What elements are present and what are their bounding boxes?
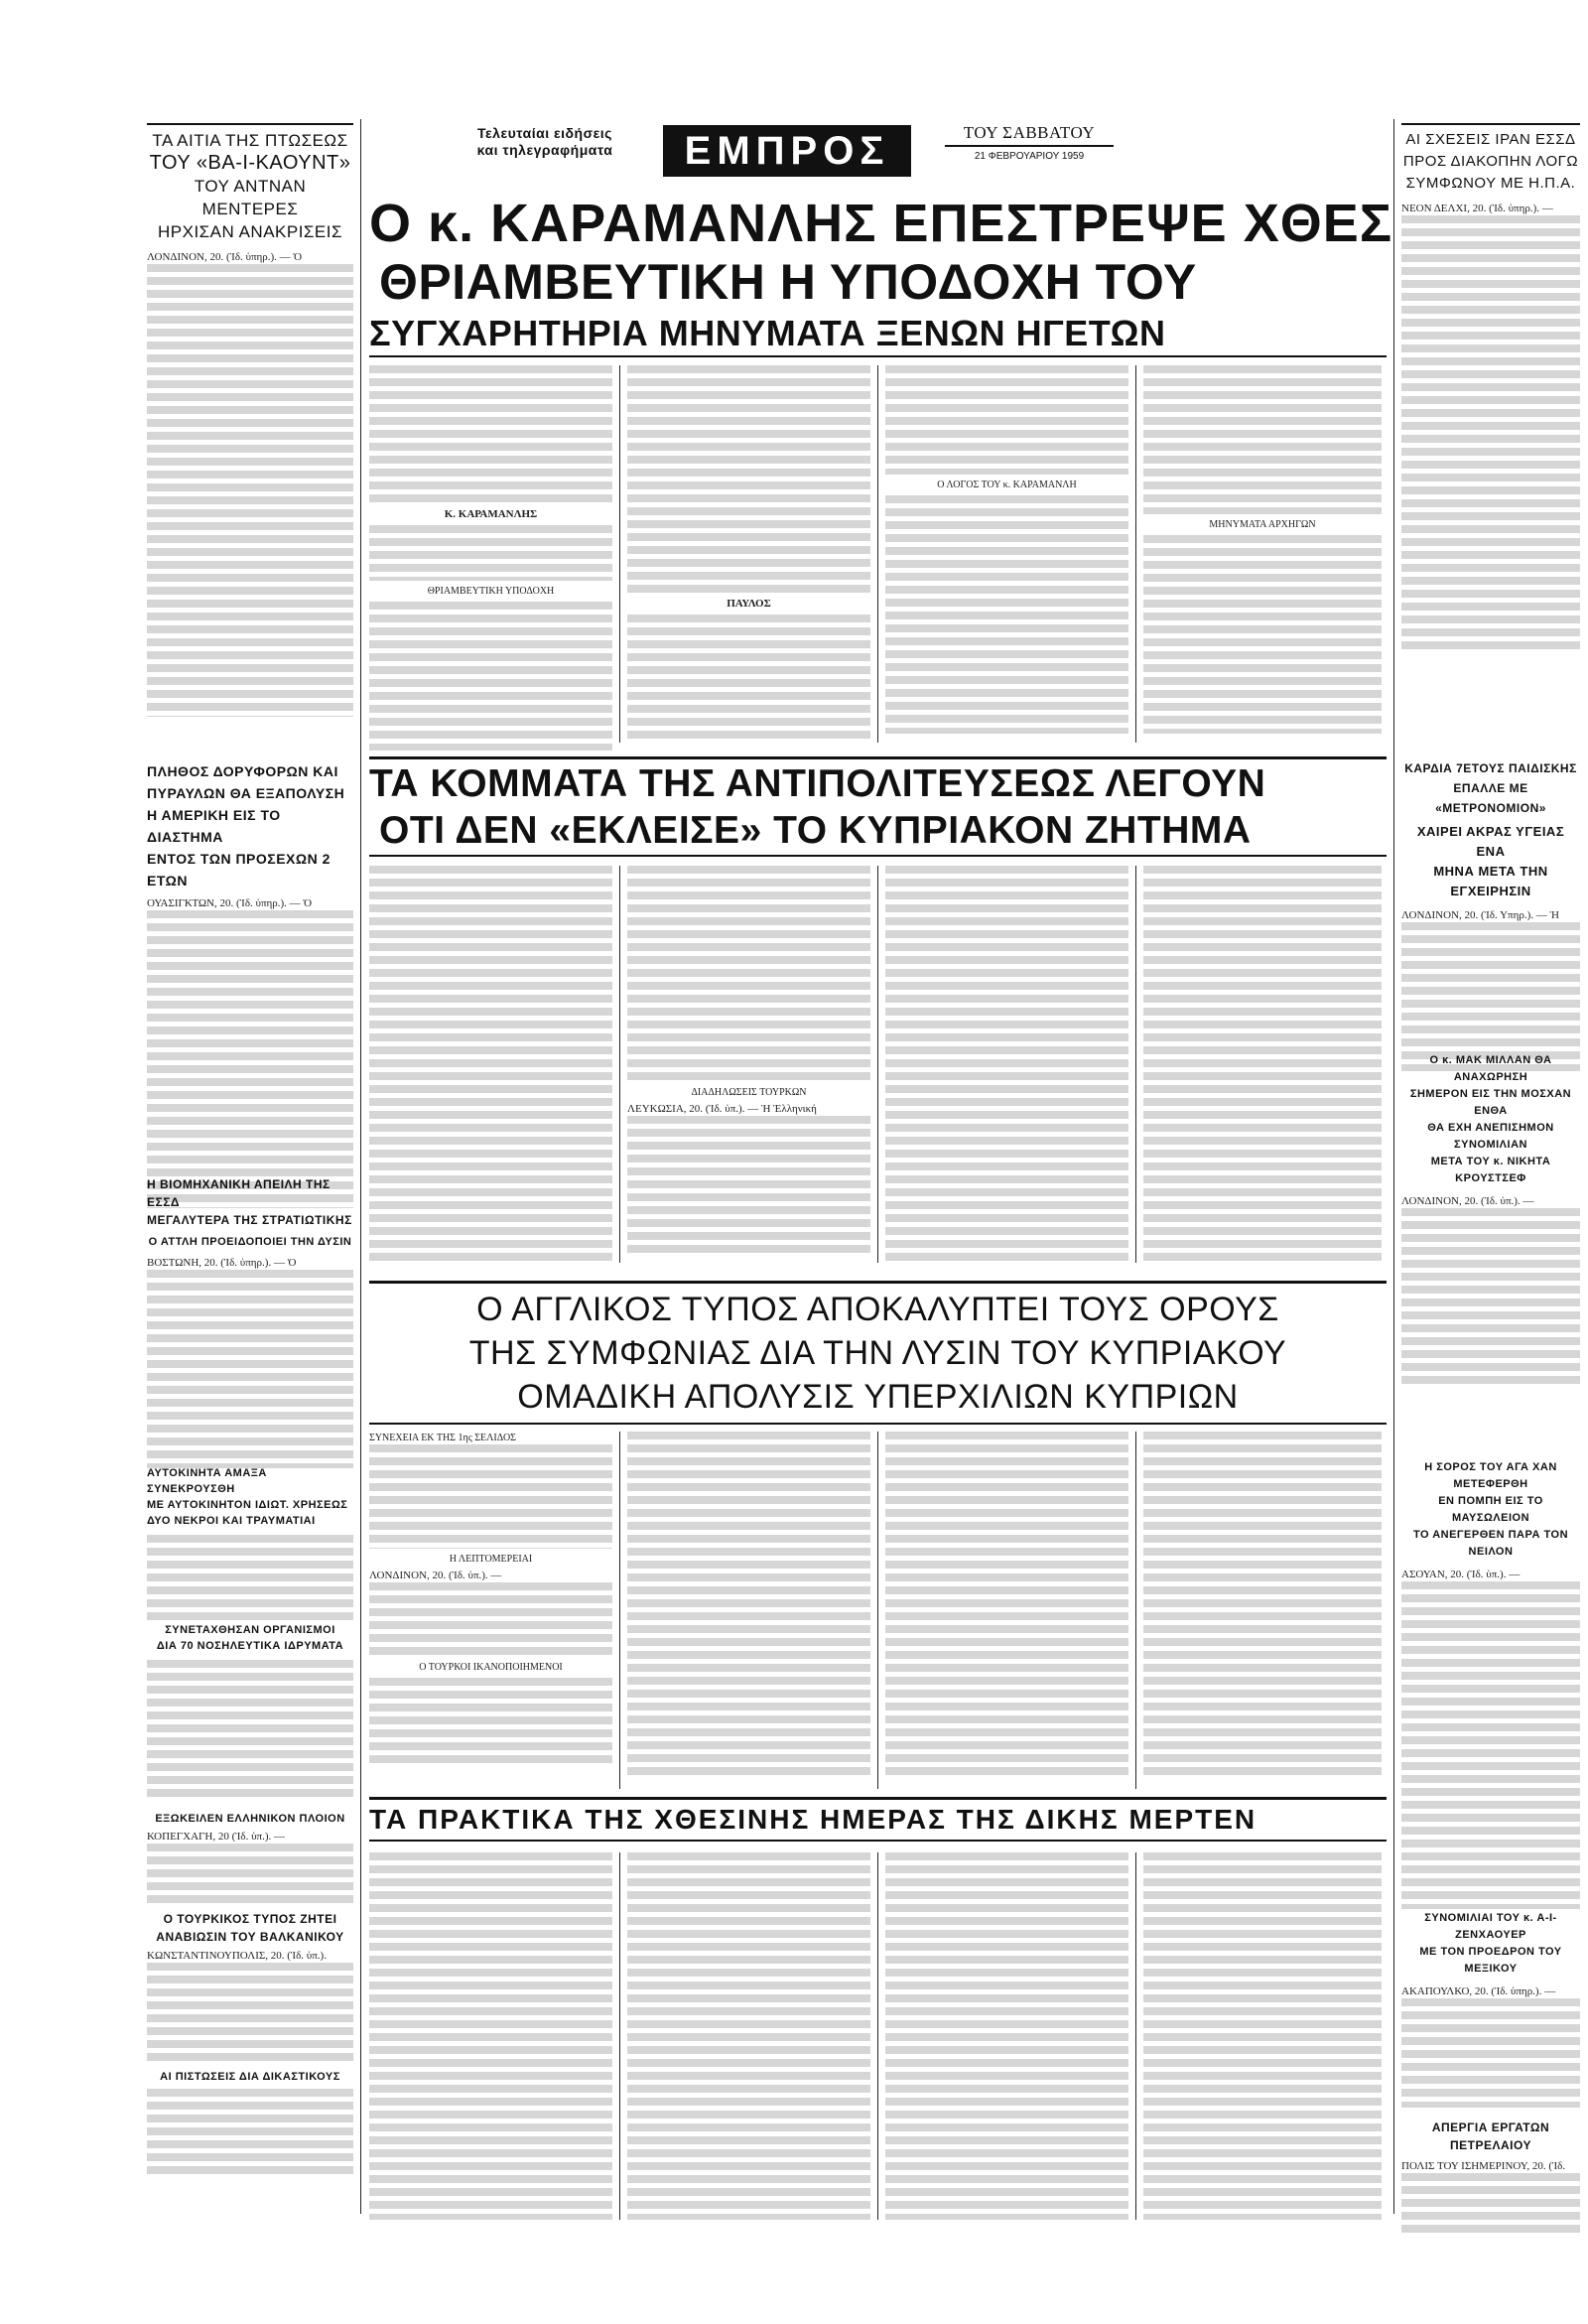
lead-column-2 bbox=[627, 365, 870, 744]
masthead-tagline bbox=[470, 125, 619, 159]
headline-line: ΧΑΙΡΕΙ ΑΚΡΑΣ ΥΓΕΙΑΣ ΕΝΑ bbox=[1416, 824, 1565, 859]
headline-line: ΔΥΟ ΝΕΚΡΟΙ ΚΑΙ ΤΡΑΥΜΑΤΙΑΙ bbox=[147, 1515, 316, 1527]
masthead-edition-label: ΤΟΥ ΣΑΒΒΑΤΟΥ bbox=[945, 123, 1114, 147]
right-story-4 bbox=[1401, 1459, 1580, 1909]
text-block bbox=[885, 495, 1128, 734]
text-block bbox=[147, 910, 353, 1208]
text-block bbox=[1143, 1432, 1382, 1779]
headline-line: ΤΟΥ ΑΝΤΝΑΝ ΜΕΝΤΕΡΕΣ bbox=[194, 177, 307, 218]
column-rule bbox=[1135, 866, 1136, 1263]
headline-line: ΣΥΝΕΤΑΧΘΗΣΑΝ ΟΡΓΑΝΙΣΜΟΙ bbox=[165, 1624, 335, 1636]
left-story-1-headline bbox=[147, 123, 353, 243]
dateline: ΝΕΟΝ ΔΕΛΧΙ, 20. (Ἰδ. ὑπηρ.). — bbox=[1401, 203, 1553, 214]
headline-line: ΤΟ ΑΝΕΓΕΡΘΕΝ ΠΑΡΑ ΤΟΝ ΝΕΙΛΟΝ bbox=[1412, 1529, 1569, 1558]
headline-line: ΠΥΡΑΥΛΩΝ ΘΑ ΕΞΑΠΟΛΥΣΗ bbox=[147, 785, 345, 801]
headline-line: ΜΕΤΑ ΤΟΥ κ. ΝΙΚΗΤΑ ΚΡΟΥΣΤΣΕΦ bbox=[1430, 1156, 1551, 1184]
lead-column-4 bbox=[1143, 365, 1382, 734]
dateline: ΠΟΛΙΣ ΤΟΥ ΙΣΗΜΕΡΙΝΟΥ, 20. (Ἰδ. bbox=[1401, 2160, 1566, 2172]
british-column-1 bbox=[369, 1432, 612, 1767]
dateline: ΚΩΝΣΤΑΝΤΙΝΟΥΠΟΛΙΣ, 20. (Ἰδ. ὑπ.). bbox=[147, 1950, 327, 1962]
right-story-4-body bbox=[1401, 1569, 1580, 1909]
left-story-7-body bbox=[147, 1950, 353, 2062]
left-story-2-headline bbox=[147, 760, 353, 891]
left-story-1-body bbox=[147, 251, 353, 717]
british-press-story bbox=[369, 1281, 1387, 1837]
left-story-5-headline bbox=[147, 1622, 353, 1654]
text-block bbox=[147, 1963, 353, 2062]
headline-line: Ο κ. ΜΑΚ ΜΙΛΛΑΝ ΘΑ ΑΝΑΧΩΡΗΣΗ bbox=[1429, 1054, 1552, 1083]
column-rule bbox=[877, 866, 878, 1263]
dateline: ΛΟΝΔΙΝΟΝ, 20. (Ἰδ. Υπηρ.). — Ἡ bbox=[1401, 909, 1559, 921]
masthead-tagline-line2: και τηλεγραφήματα bbox=[476, 142, 613, 158]
left-story-6-body bbox=[147, 1831, 353, 1903]
masthead-tagline-line1: Τελευταίαι ειδήσεις bbox=[477, 125, 612, 141]
opposition-column-3 bbox=[885, 866, 1128, 1263]
headline-line: ΑΥΤΟΚΙΝΗΤΑ ΑΜΑΞΑ ΣΥΝΕΚΡΟΥΣΘΗ bbox=[147, 1467, 267, 1495]
masthead bbox=[369, 121, 1382, 183]
lead-story bbox=[369, 194, 1393, 751]
headline-line: ΣΥΜΦΩΝΟΥ ΜΕ Η.Π.Α. bbox=[1405, 175, 1576, 192]
merten-headline: ΤΑ ΠΡΑΚΤΙΚΑ ΤΗΣ ΧΘΕΣΙΝΗΣ ΗΜΕΡΑΣ ΤΗΣ ΔΙΚΗΣ ΜΕΡΤΕΝ bbox=[369, 1797, 1387, 1842]
headline-line: Η ΣΟΡΟΣ ΤΟΥ ΑΓΑ ΧΑΝ ΜΕΤΕΦΕΡΘΗ bbox=[1424, 1461, 1557, 1490]
british-headline-3: ΟΜΑΔΙΚΗ ΑΠΟΛΥΣΙΣ ΥΠΕΡΧΙΛΙΩΝ ΚΥΠΡΙΩΝ bbox=[369, 1375, 1387, 1425]
text-block bbox=[1401, 1998, 1580, 2108]
text-block bbox=[627, 1116, 870, 1255]
lead-column-3 bbox=[885, 365, 1128, 734]
text-block bbox=[1143, 535, 1382, 734]
headline-line: ΜΕ ΑΥΤΟΚΙΝΗΤΟΝ ΙΔΙΩΤ. ΧΡΗΣΕΩΣ bbox=[147, 1499, 348, 1511]
left-story-4 bbox=[147, 1465, 353, 1624]
merten-column-1 bbox=[369, 1852, 612, 2220]
lead-sub-3: ΘΡΙΑΜΒΕΥΤΙΚΗ ΥΠΟΔΟΧΗ bbox=[427, 586, 555, 597]
lead-signature-1: Κ. ΚΑΡΑΜΑΝΛΗΣ bbox=[444, 508, 538, 520]
column-rule bbox=[877, 1432, 878, 1789]
left-story-8-headline: ΑΙ ΠΙΣΤΩΣΕΙΣ ΔΙΑ ΔΙΚΑΣΤΙΚΟΥΣ bbox=[160, 2071, 340, 2083]
right-story-1 bbox=[1401, 123, 1580, 652]
text-block bbox=[369, 602, 612, 751]
text-block bbox=[369, 1444, 612, 1549]
text-block bbox=[885, 1852, 1128, 2220]
right-story-3-headline bbox=[1401, 1052, 1580, 1187]
lead-headline-1: Ο κ. ΚΑΡΑΜΑΝΛΗΣ ΕΠΕΣΤΡΕΨΕ ΧΘΕΣ bbox=[369, 194, 1393, 253]
headline-line: Η ΒΙΟΜΗΧΑΝΙΚΗ ΑΠΕΙΛΗ ΤΗΣ ΕΣΣΔ bbox=[147, 1177, 331, 1209]
left-story-7 bbox=[147, 1910, 353, 2062]
text-block bbox=[885, 365, 1128, 475]
headline-line: ΚΑΡΔΙΑ 7ΕΤΟΥΣ ΠΑΙΔΙΣΚΗΣ bbox=[1404, 761, 1577, 775]
headline-line: ΣΗΜΕΡΟΝ ΕΙΣ ΤΗΝ ΜΟΣΧΑΝ ΕΝΘΑ bbox=[1409, 1088, 1572, 1117]
text-block bbox=[885, 866, 1128, 1263]
column-rule bbox=[619, 365, 620, 743]
british-column-4 bbox=[1143, 1432, 1382, 1779]
text-block bbox=[369, 866, 612, 1263]
lead-column-1 bbox=[369, 365, 612, 751]
headline-line: ΗΡΧΙΣΑΝ ΑΝΑΚΡΙΣΕΙΣ bbox=[157, 222, 343, 241]
left-story-8 bbox=[147, 2069, 353, 2174]
headline-line: ΠΡΟΣ ΔΙΑΚΟΠΗΝ ΛΟΓΩ bbox=[1402, 153, 1579, 170]
right-story-2-body bbox=[1401, 909, 1580, 1071]
headline-line: ΔΙΑ 70 ΝΟΣΗΛΕΥΤΙΚΑ ΙΔΡΥΜΑΤΑ bbox=[156, 1640, 344, 1652]
text-block bbox=[369, 525, 612, 581]
column-rule bbox=[1393, 119, 1394, 2214]
opposition-sub-1: ΔΙΑΔΗΛΩΣΕΙΣ ΤΟΥΡΚΩΝ bbox=[691, 1087, 807, 1098]
british-column-3 bbox=[885, 1432, 1128, 1779]
text-block bbox=[369, 1582, 612, 1657]
lead-signature-2: ΠΑΥΛΟΣ bbox=[727, 598, 771, 610]
right-story-5-body bbox=[1401, 1985, 1580, 2108]
left-story-3-body bbox=[147, 1257, 353, 1468]
opposition-column-1 bbox=[369, 866, 612, 1263]
text-block bbox=[1143, 1852, 1382, 2220]
headline-line: Ο ΤΟΥΡΚΙΚΟΣ ΤΥΠΟΣ ΖΗΤΕΙ bbox=[163, 1912, 337, 1926]
british-headline-2: ΤΗΣ ΣΥΜΦΩΝΙΑΣ ΔΙΑ ΤΗΝ ΛΥΣΙΝ ΤΟΥ ΚΥΠΡΙΑΚΟΥ bbox=[468, 1334, 1287, 1372]
text-block bbox=[369, 1852, 612, 2220]
dateline: ΟΥΑΣΙΓΚΤΩΝ, 20. (Ἰδ. ὑπηρ.). — Ὁ bbox=[147, 897, 313, 909]
column-rule bbox=[360, 119, 361, 2214]
left-story-2-body bbox=[147, 897, 353, 1208]
right-story-1-headline bbox=[1401, 123, 1580, 195]
headline-line: Η ΑΜΕΡΙΚΗ ΕΙΣ ΤΟ ΔΙΑΣΤΗΜΑ bbox=[147, 807, 281, 845]
right-story-5 bbox=[1401, 1910, 1580, 2108]
opposition-column-2 bbox=[627, 866, 870, 1255]
british-headline-1: Ο ΑΓΓΛΙΚΟΣ ΤΥΠΟΣ ΑΠΟΚΑΛΥΠΤΕΙ ΤΟΥΣ ΟΡΟΥΣ bbox=[369, 1281, 1387, 1331]
merten-column-3 bbox=[885, 1852, 1128, 2220]
dateline: ΚΟΠΕΓΧΑΓΗ, 20 (Ἰδ. ὑπ.). — bbox=[147, 1831, 286, 1843]
dateline: ΑΣΟΥΑΝ, 20. (Ἰδ. ὑπ.). — bbox=[1401, 1569, 1521, 1580]
left-story-3-headline bbox=[147, 1175, 353, 1251]
left-story-4-headline bbox=[147, 1465, 353, 1529]
text-block bbox=[627, 866, 870, 1082]
masthead-date: 21 ΦΕΒΡΟΥΑΡΙΟΥ 1959 bbox=[974, 151, 1085, 162]
column-rule bbox=[1135, 1852, 1136, 2220]
masthead-logo-text: ΕΜΠΡΟΣ bbox=[684, 129, 890, 173]
headline-line: ΕΝ ΠΟΜΠΗ ΕΙΣ ΤΟ ΜΑΥΣΩΛΕΙΟΝ bbox=[1438, 1495, 1543, 1524]
merten-trial-story bbox=[369, 1797, 1387, 2234]
text-block bbox=[1401, 1208, 1580, 1387]
text-block bbox=[147, 264, 353, 717]
headline-line: ΑΝΑΒΙΩΣΙΝ ΤΟΥ ΒΑΛΚΑΝΙΚΟΥ bbox=[156, 1930, 344, 1944]
headline-line: ΤΑ ΑΙΤΙΑ ΤΗΣ ΠΤΩΣΕΩΣ bbox=[152, 131, 348, 150]
right-story-2-headline bbox=[1401, 758, 1580, 901]
text-block bbox=[627, 365, 870, 594]
right-story-4-headline bbox=[1401, 1459, 1580, 1561]
headline-line: ΤΟΥ «ΒΑ-Ι-ΚΑΟΥΝΤ» bbox=[149, 152, 351, 174]
lead-sub-2: ΜΗΝΥΜΑΤΑ ΑΡΧΗΓΩΝ bbox=[1209, 519, 1316, 530]
text-block bbox=[627, 1852, 870, 2220]
right-story-3-body bbox=[1401, 1195, 1580, 1387]
merten-column-2 bbox=[627, 1852, 870, 2220]
left-story-5-body bbox=[147, 1660, 353, 1799]
headline-line: ΕΝΤΟΣ ΤΩΝ ΠΡΟΣΕΧΩΝ 2 ΕΤΩΝ bbox=[147, 851, 331, 889]
lead-headline-3: ΣΥΓΧΑΡΗΤΗΡΙΑ ΜΗΝΥΜΑΤΑ ΞΕΝΩΝ ΗΓΕΤΩΝ bbox=[369, 312, 1387, 357]
right-story-6-headline: ΑΠΕΡΓΙΑ ΕΡΓΑΤΩΝ ΠΕΤΡΕΛΑΙΟΥ bbox=[1431, 2120, 1550, 2152]
text-block bbox=[1401, 2173, 1580, 2233]
text-block bbox=[1143, 866, 1382, 1263]
opposition-headline-2: ΟΤΙ ΔΕΝ «ΕΚΛΕΙΣΕ» ΤΟ ΚΥΠΡΙΑΚΟΝ ΖΗΤΗΜΑ bbox=[369, 807, 1387, 857]
text-block bbox=[627, 615, 870, 744]
column-rule bbox=[1135, 365, 1136, 743]
left-story-8-body bbox=[147, 2089, 353, 2174]
right-story-6 bbox=[1401, 2119, 1580, 2233]
left-story-1 bbox=[147, 123, 353, 717]
lead-headline-2: ΘΡΙΑΜΒΕΥΤΙΚΗ Η ΥΠΟΔΟΧΗ ΤΟΥ bbox=[379, 254, 1197, 310]
opposition-story bbox=[369, 756, 1387, 1312]
headline-line: ΜΕΓΑΛΥΤΕΡΑ ΤΗΣ ΣΤΡΑΤΙΩΤΙΚΗΣ bbox=[147, 1213, 352, 1227]
headline-line: ΣΥΝΟΜΙΛΙΑΙ ΤΟΥ κ. Α-Ι-ΖΕΝΧΑΟΥΕΡ bbox=[1424, 1912, 1557, 1941]
text-block bbox=[147, 1844, 353, 1903]
headline-line: ΜΗΝΑ ΜΕΤΑ ΤΗΝ ΕΓΧΕΙΡΗΣΙΝ bbox=[1433, 864, 1548, 898]
text-block bbox=[885, 1432, 1128, 1779]
headline-line: Ο ΑΤΤΛΗ ΠΡΟΕΙΔΟΠΟΙΕΙ ΤΗΝ ΔΥΣΙΝ bbox=[148, 1236, 352, 1248]
headline-line: ΠΛΗΘΟΣ ΔΟΡΥΦΟΡΩΝ ΚΑΙ bbox=[147, 763, 338, 779]
right-story-2 bbox=[1401, 758, 1580, 1071]
dateline: ΛΟΝΔΙΝΟΝ, 20. (Ἰδ. ὑπ.). — bbox=[369, 1570, 502, 1581]
headline-line: ΜΕ ΤΟΝ ΠΡΟΕΔΡΟΝ ΤΟΥ ΜΕΞΙΚΟΥ bbox=[1419, 1946, 1562, 1975]
left-story-2 bbox=[147, 760, 353, 1208]
text-block bbox=[147, 1270, 353, 1468]
right-story-6-body bbox=[1401, 2160, 1580, 2233]
dateline: ΑΚΑΠΟΥΛΚΟ, 20. (Ἰδ. ὑπηρ.). — bbox=[1401, 1985, 1556, 1997]
text-block bbox=[1143, 365, 1382, 514]
lead-sub-1: Ο ΛΟΓΟΣ ΤΟΥ κ. ΚΑΡΑΜΑΝΛΗ bbox=[937, 479, 1077, 490]
text-block bbox=[1401, 215, 1580, 652]
merten-column-4 bbox=[1143, 1852, 1382, 2220]
headline-line: ΑΙ ΣΧΕΣΕΙΣ ΙΡΑΝ ΕΣΣΔ bbox=[1405, 131, 1576, 148]
dateline: ΛΟΝΔΙΝΟΝ, 20. (Ἰδ. ὑπηρ.). — Ὁ bbox=[147, 251, 303, 263]
column-rule bbox=[877, 1852, 878, 2220]
column-rule bbox=[619, 1852, 620, 2220]
right-column bbox=[1401, 123, 1584, 2238]
left-story-5 bbox=[147, 1622, 353, 1799]
opposition-headline-1: ΤΑ ΚΟΜΜΑΤΑ ΤΗΣ ΑΝΤΙΠΟΛΙΤΕΥΣΕΩΣ ΛΕΓΟΥΝ bbox=[369, 756, 1387, 807]
right-story-1-body bbox=[1401, 203, 1580, 652]
text-block bbox=[369, 365, 612, 504]
british-column-2 bbox=[627, 1432, 870, 1779]
left-story-7-headline bbox=[147, 1910, 353, 1946]
dateline: ΛΟΝΔΙΝΟΝ, 20. (Ἰδ. ὑπ.). — bbox=[1401, 1195, 1534, 1207]
left-story-6-headline: ΕΞΩΚΕΙΛΕΝ ΕΛΛΗΝΙΚΟΝ ΠΛΟΙΟΝ bbox=[155, 1813, 345, 1825]
column-rule bbox=[619, 866, 620, 1263]
column-rule bbox=[619, 1432, 620, 1789]
dateline: ΛΕΥΚΩΣΙΑ, 20. (Ἰδ. ὑπ.). — Ἡ Ἑλληνική bbox=[627, 1103, 817, 1115]
text-block bbox=[1401, 1581, 1580, 1909]
left-story-3 bbox=[147, 1175, 353, 1468]
british-continuation: ΣΥΝΕΧΕΙΑ ΕΚ ΤΗΣ 1ης ΣΕΛΙΔΟΣ bbox=[369, 1433, 516, 1443]
british-sub-1: Ο ΤΟΥΡΚΟΙ ΙΚΑΝΟΠΟΙΗΜΕΝΟΙ bbox=[419, 1662, 563, 1673]
headline-line: ΘΑ ΕΧΗ ΑΝΕΠΙΣΗΜΟΝ ΣΥΝΟΜΙΛΙΑΝ bbox=[1427, 1122, 1554, 1151]
text-block bbox=[1401, 922, 1580, 1071]
dateline: ΒΟΣΤΩΝΗ, 20. (Ἰδ. ὑπηρ.). — Ὁ bbox=[147, 1257, 297, 1269]
left-story-4-body bbox=[147, 1535, 353, 1624]
right-story-3 bbox=[1401, 1052, 1580, 1387]
masthead-edition bbox=[945, 123, 1114, 162]
column-rule bbox=[1135, 1432, 1136, 1789]
headline-line: ΕΠΑΛΛΕ ΜΕ «ΜΕΤΡΟΝΟΜΙΟΝ» bbox=[1435, 781, 1546, 815]
text-block bbox=[627, 1432, 870, 1779]
opposition-column-4 bbox=[1143, 866, 1382, 1263]
text-block bbox=[369, 1678, 612, 1767]
masthead-logo bbox=[663, 125, 911, 177]
left-column bbox=[147, 123, 353, 2238]
right-story-5-headline bbox=[1401, 1910, 1580, 1978]
left-story-6 bbox=[147, 1811, 353, 1903]
british-sub-2: Η ΛΕΠΤΟΜΕΡΕΙΑΙ bbox=[449, 1554, 533, 1565]
column-rule bbox=[877, 365, 878, 743]
